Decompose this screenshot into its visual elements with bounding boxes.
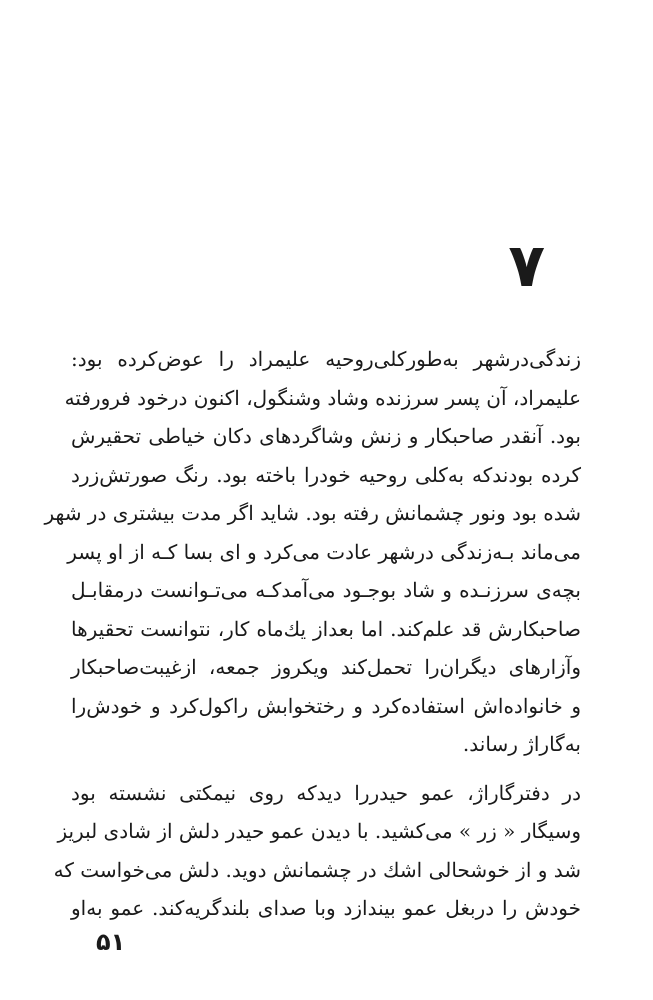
text-line: علیمراد، آن پسر سرزنده وشاد وشنگول، اکنون درخود فرورفته (64, 385, 581, 410)
text-line: وآزارهای دیگران‌را تحمل‌کند ویکروز جمعه، ازغیبت‌صاحبکار (71, 655, 581, 679)
page-number: ۵۱ (96, 928, 126, 956)
text-line: و خانواده‌اش استفاده‌کرد و رختخوابش راکول‌کرد و خودش‌را (71, 693, 581, 718)
body-text (44, 340, 581, 928)
text-line: بود. آنقدر صاحبکار و زنش وشاگردهای دکان خیاطی تحقیرش (71, 424, 581, 448)
text-line: شد و از خوشحالی اشك در چشمانش دوید. دلش می‌خواست که (53, 857, 581, 882)
text-line: شده بود ونور چشمانش رفته بود. شاید اگر مدت بیشتری در شهر (44, 501, 581, 525)
text-line: کرده بودندکه به‌کلی روحیه خودرا باخته بود. رنگ صورتش‌زرد (71, 462, 581, 487)
paragraph (53, 774, 581, 928)
text-line: به‌گاراژ رساند. (462, 732, 581, 756)
text-line: وسیگار « زر » می‌کشید. با دیدن عمو حیدر دلش از شادی لبریز (57, 819, 581, 843)
text-line: می‌ماند بـه‌زندگی درشهر عادت می‌کرد و ای بسا کـه از او پسر (67, 539, 581, 564)
paragraph (44, 340, 581, 764)
paragraph-gap (71, 764, 581, 774)
text-line: زندگی‌درشهر به‌طورکلی‌روحیه علیمراد را عوض‌کرده بود: (71, 347, 581, 371)
text-line: خودش را دربغل عمو بیندازد وبا صدای بلندگریه‌کند. عمو به‌او (71, 896, 581, 920)
text-line: بچه‌ی سرزنـده و شاد بوجـود می‌آمدکـه می‌تـوانست درمقابـل (71, 578, 581, 602)
text-line: در دفترگاراژ، عمو حیدررا دیدکه روی نیمکتی نشسته بود (71, 780, 581, 805)
text-line: صاحبکارش قد علم‌کند. اما بعداز یك‌ماه کار، نتوانست تحقیرها (71, 616, 581, 641)
chapter-number: ۷ (508, 231, 545, 301)
